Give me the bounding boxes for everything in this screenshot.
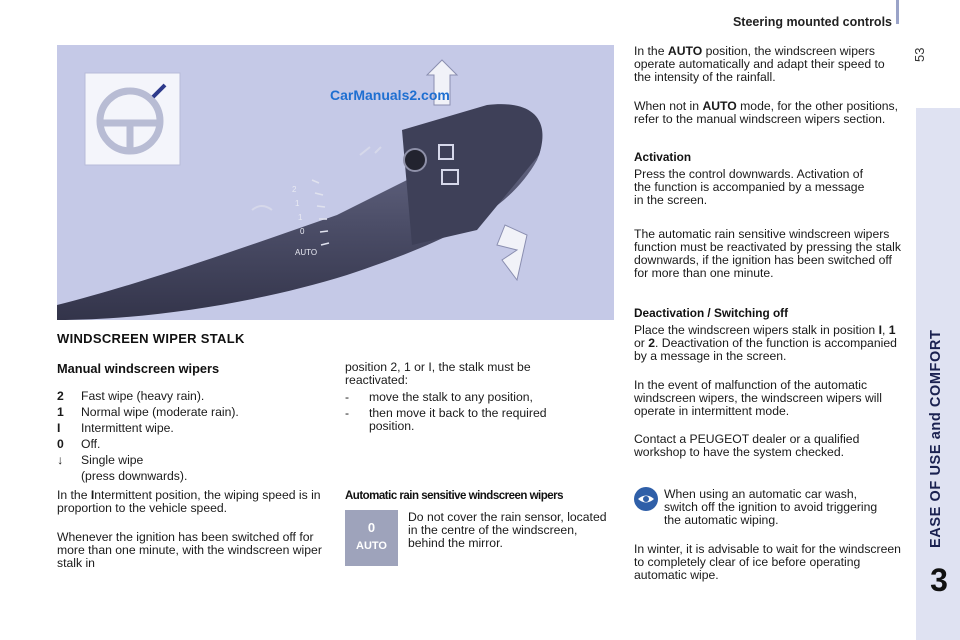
- page-number: 53: [912, 47, 927, 62]
- stalk-mark-0: 0: [300, 227, 305, 236]
- list-item: - move the stalk to any position,: [345, 390, 533, 404]
- header-accent-bar: [896, 0, 899, 24]
- auto-wipers-title: Automatic rain sensitive windscreen wipers: [345, 490, 564, 502]
- list-item: - then move it back to the required position.: [345, 406, 547, 433]
- stalk-mark-auto: AUTO: [295, 248, 318, 257]
- eye-icon: [634, 487, 658, 511]
- not-auto-paragraph: When not in AUTO mode, for the other positions, refer to the manual windscreen wipers section.: [634, 99, 898, 126]
- single-wipe-note: (press downwards).: [81, 469, 188, 483]
- activation-text: Press the control downwards. Activation of the function is accompanied by a message in the screen.: [634, 167, 865, 207]
- deactivation-title: Deactivation / Switching off: [634, 306, 789, 320]
- auto-position-icon: 0 AUTO: [345, 510, 398, 566]
- stalk-mark-i: 1: [298, 213, 303, 222]
- reactivation-continued: position 2, 1 or I, the stalk must be reactivated:: [345, 360, 531, 387]
- manual-wipers-title: Manual windscreen wipers: [57, 361, 220, 376]
- reactivation-paragraph: Whenever the ignition has been switched off for more than one minute, with the windscreen wiper stalk in: [57, 530, 322, 570]
- section-title: WINDSCREEN WIPER STALK: [57, 331, 245, 346]
- reactivation-steps: [345, 391, 610, 433]
- stalk-mark-1: 1: [295, 199, 300, 208]
- rain-sensor-note: Do not cover the rain sensor, located in the centre of the windscreen, behind the mirror.: [408, 510, 607, 550]
- deactivation-text: Place the windscreen wipers stalk in position I, 1 or 2. Deactivation of the function is accompanied by a message in the screen.: [634, 323, 897, 363]
- watermark: CarManuals2.com: [330, 87, 450, 103]
- list-item: 0 Off.: [57, 437, 101, 451]
- list-item: 1 Normal wipe (moderate rain).: [57, 405, 239, 419]
- stalk-push-button: [404, 149, 426, 171]
- malfunction-text: In the event of malfunction of the automatic windscreen wipers, the windscreen wipers will operate in intermittent mode.: [634, 378, 882, 418]
- stalk-mark-2: 2: [292, 185, 297, 194]
- car-wash-note: When using an automatic car wash, switch off the ignition to avoid triggering the automatic wiping.: [664, 487, 878, 527]
- wipe-speed-list: [57, 390, 327, 486]
- reactivate-text: The automatic rain sensitive windscreen wipers function must be reactivated by pressing the stalk downwards, if the ignition has been switched off for more than one minute.: [634, 227, 901, 280]
- contact-text: Contact a PEUGEOT dealer or a qualified workshop to have the system checked.: [634, 432, 860, 459]
- down-arrow: [497, 225, 527, 280]
- list-item: ↓ Single wipe: [57, 453, 144, 467]
- chapter-number: 3: [930, 562, 948, 598]
- list-item: I Intermittent wipe.: [57, 421, 174, 435]
- intermittent-paragraph: In the Intermittent position, the wiping speed is in proportion to the vehicle speed.: [57, 488, 321, 515]
- activation-title: Activation: [634, 150, 692, 164]
- running-header: Steering mounted controls: [732, 15, 892, 29]
- auto-position-paragraph: In the AUTO position, the windscreen wipers operate automatically and adapt their speed to the intensity of the rainfall.: [634, 44, 885, 84]
- stalk-end-cap: [402, 104, 542, 245]
- list-item: 2 Fast wipe (heavy rain).: [57, 389, 205, 403]
- winter-text: In winter, it is advisable to wait for the windscreen to completely clear of ice before operating automatic wipe.: [634, 542, 901, 582]
- chapter-title: EASE OF USE and COMFORT: [928, 329, 944, 548]
